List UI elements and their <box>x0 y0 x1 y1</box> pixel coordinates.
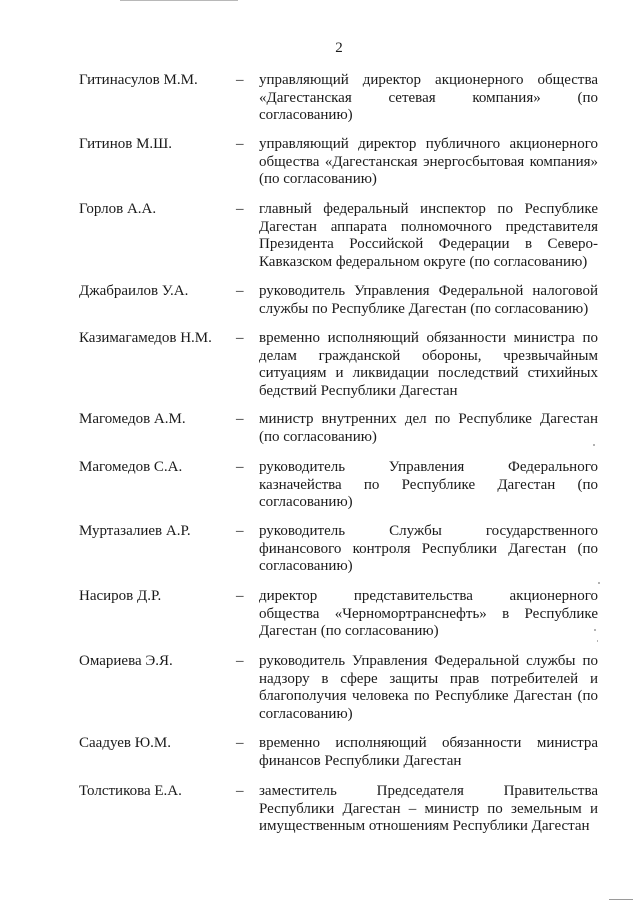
member-name: Насиров Д.Р. <box>79 588 162 604</box>
separator-dash: – <box>236 653 244 669</box>
position-line: Кавказском федеральном округе (по согласованию) <box>259 253 588 270</box>
member-name: Казимагамедов Н.М. <box>79 330 212 346</box>
position-line: согласованию) <box>259 705 353 722</box>
member-name: Джабраилов У.А. <box>79 283 189 299</box>
position-line: (по согласованию) <box>259 171 377 187</box>
member-name: Гитинасулов М.М. <box>79 72 198 88</box>
member-name: Муртазалиев А.Р. <box>79 523 191 539</box>
position-line: главный федеральный инспектор по Республике <box>259 201 598 217</box>
position-line: службы по Республике Дагестан (по согласованию) <box>259 300 589 317</box>
member-name: Толстикова Е.А. <box>79 783 182 799</box>
member-position <box>259 283 598 318</box>
position-line: делам гражданской обороны, чрезвычайным <box>259 347 598 364</box>
position-line: руководитель Службы государственного <box>259 523 598 539</box>
separator-dash: – <box>236 523 244 539</box>
separator-dash: – <box>236 735 244 751</box>
scan-speck <box>593 444 595 446</box>
separator-dash: – <box>236 411 244 427</box>
member-position <box>259 653 598 723</box>
member-position <box>259 459 598 512</box>
position-line: Дагестан (по согласованию) <box>259 623 439 639</box>
position-line: казначейства по Республике Дагестан (по <box>259 476 598 493</box>
position-line: согласованию) <box>259 494 353 510</box>
position-line: Дагестан аппарата полномочного представителя <box>259 218 598 235</box>
position-line: управляющий директор публичного акционерного <box>259 136 598 152</box>
position-line: согласованию) <box>259 558 353 574</box>
position-line: общества «Дагестанская энергосбытовая компания» <box>259 153 598 170</box>
position-line: Президента Российской Федерации в Северо- <box>259 236 598 252</box>
member-position <box>259 588 598 641</box>
position-line: «Дагестанская сетевая компания» (по <box>259 89 598 106</box>
position-line: руководитель Управления Федеральной налоговой <box>259 283 598 299</box>
member-position <box>259 136 598 189</box>
member-position <box>259 523 598 576</box>
separator-dash: – <box>236 783 244 799</box>
position-line: финансов Республики Дагестан <box>259 752 462 769</box>
page-number: 2 <box>335 40 343 56</box>
member-position <box>259 783 598 836</box>
member-name: Горлов А.А. <box>79 201 157 217</box>
position-line: бедствий Республики Дагестан <box>259 382 458 399</box>
scan-speck <box>609 899 633 900</box>
position-line: надзору в сфере защиты прав потребителей и <box>259 670 598 687</box>
position-line: руководитель Управления Федеральной службы по <box>259 653 598 669</box>
position-line: министр внутренних дел по Республике Дагестан <box>259 411 598 427</box>
position-line: руководитель Управления Федерального <box>259 459 598 475</box>
position-line: согласованию) <box>259 107 353 123</box>
separator-dash: – <box>236 136 244 152</box>
position-line: (по согласованию) <box>259 428 377 445</box>
scan-speck <box>594 629 596 631</box>
position-line: благополучия человека по Республике Дагестан (по <box>259 688 598 704</box>
member-name: Магомедов С.А. <box>79 459 183 475</box>
separator-dash: – <box>236 330 244 346</box>
separator-dash: – <box>236 72 244 88</box>
position-line: имущественным отношениям Республики Дагестан <box>259 818 590 834</box>
member-name: Гитинов М.Ш. <box>79 136 173 152</box>
member-name: Омариева Э.Я. <box>79 653 173 669</box>
separator-dash: – <box>236 459 244 475</box>
position-line: управляющий директор акционерного общества <box>259 72 598 88</box>
member-position <box>259 330 598 400</box>
scan-speck <box>598 582 600 584</box>
member-position <box>259 735 598 770</box>
position-line: временно исполняющий обязанности министра по <box>259 330 598 346</box>
separator-dash: – <box>236 201 244 217</box>
separator-dash: – <box>236 588 244 604</box>
member-position <box>259 411 598 446</box>
position-line: заместитель Председателя Правительства <box>259 783 598 799</box>
position-line: ситуациям и ликвидации последствий стихийных <box>259 365 598 381</box>
member-position <box>259 201 598 271</box>
position-line: финансового контроля Республики Дагестан (по <box>259 540 598 557</box>
separator-dash: – <box>236 283 244 299</box>
member-name: Саадуев Ю.М. <box>79 735 171 751</box>
scan-speck <box>597 640 598 642</box>
member-name: Магомедов А.М. <box>79 411 186 427</box>
position-line: временно исполняющий обязанности министра <box>259 735 598 751</box>
position-line: директор представительства акционерного <box>259 588 598 604</box>
position-line: общества «Черномортранснефть» в Республике <box>259 605 598 622</box>
member-position <box>259 72 598 125</box>
position-line: Республики Дагестан – министр по земельным и <box>259 800 598 817</box>
